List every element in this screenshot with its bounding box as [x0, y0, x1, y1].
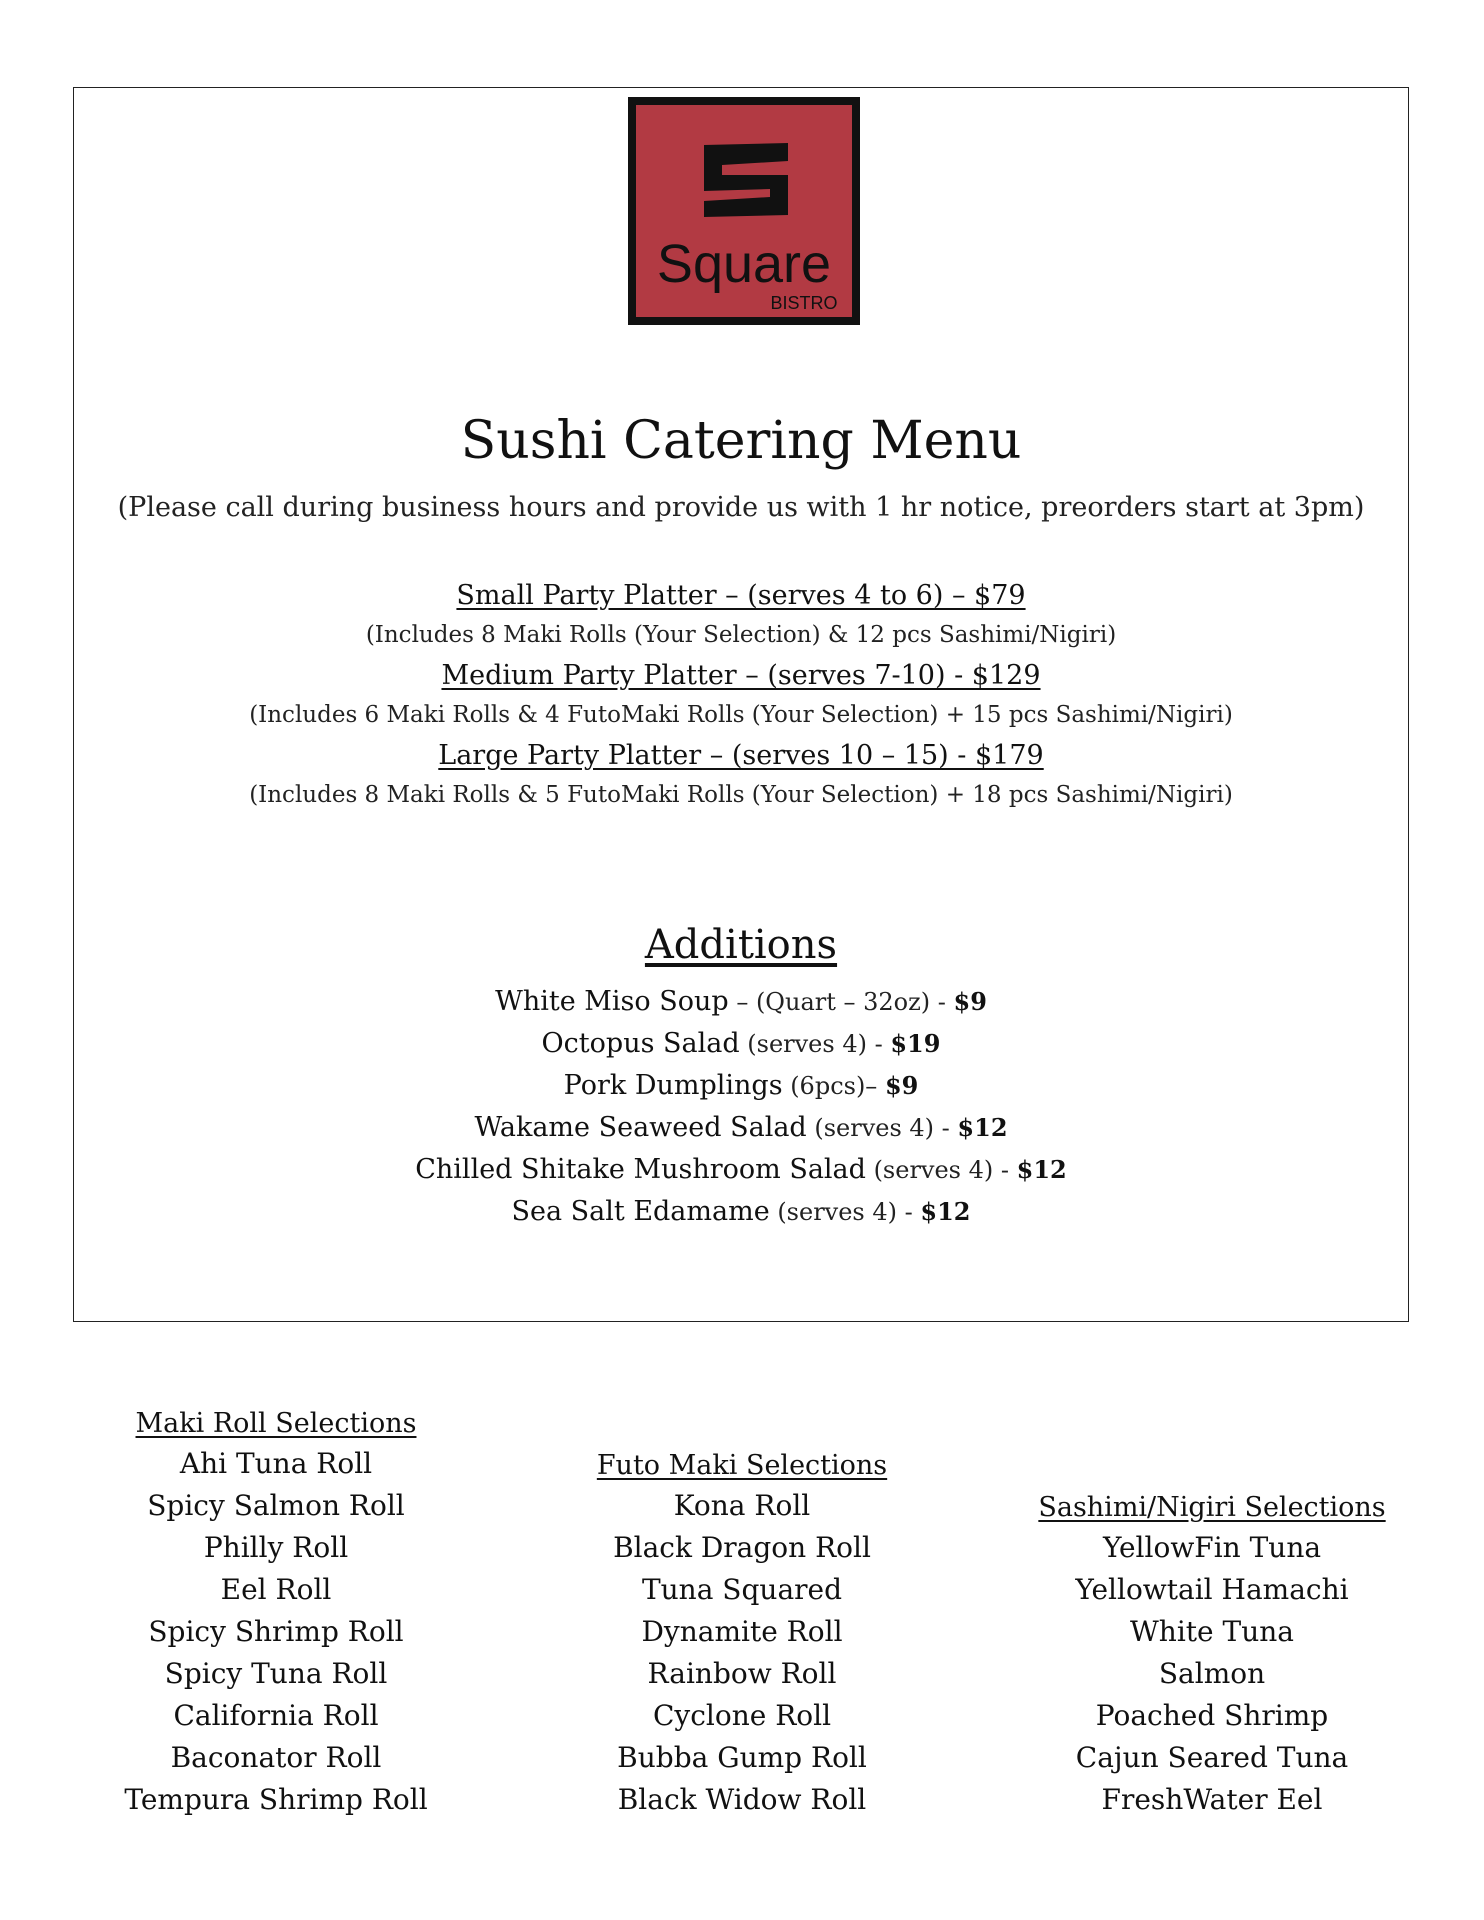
logo-graphic — [628, 97, 860, 325]
platter-medium-desc: (Includes 6 Maki Rolls & 4 FutoMaki Rolls (Your Selection) + 15 pcs Sashimi/Nigiri) — [249, 702, 1233, 728]
addition-price: $9 — [953, 987, 987, 1016]
list-item: YellowFin Tuna — [1102, 1531, 1322, 1564]
addition-detail: (serves 4) - — [769, 1198, 921, 1226]
list-item: Yellowtail Hamachi — [1075, 1573, 1349, 1606]
list-item: Rainbow Roll — [647, 1657, 837, 1690]
addition-name: Wakame Seaweed Salad — [474, 1112, 807, 1143]
addition-name: Chilled Shitake Mushroom Salad — [415, 1154, 866, 1185]
list-item: Spicy Salmon Roll — [147, 1489, 405, 1522]
list-item: Cyclone Roll — [652, 1699, 832, 1732]
list-item: FreshWater Eel — [1101, 1783, 1323, 1816]
list-item: Spicy Shrimp Roll — [148, 1615, 404, 1648]
list-item: Tempura Shrimp Roll — [124, 1783, 428, 1816]
list-item: California Roll — [173, 1699, 379, 1732]
list-item: Eel Roll — [220, 1573, 332, 1606]
addition-price: $12 — [957, 1113, 1008, 1142]
additions-title: Additions — [644, 922, 838, 968]
maki-selections — [96, 1408, 456, 1821]
list-item: Tuna Squared — [641, 1573, 843, 1606]
addition-item — [73, 1070, 1409, 1101]
square-bistro-logo — [628, 97, 860, 325]
list-item: Baconator Roll — [170, 1741, 382, 1774]
page-title: Sushi Catering Menu — [460, 411, 1022, 471]
addition-name: Octopus Salad — [541, 1028, 740, 1059]
futo-title: Futo Maki Selections — [596, 1450, 888, 1481]
list-item: Black Widow Roll — [617, 1783, 867, 1816]
platter-small-name: Small Party Platter – (serves 4 to 6) – $79 — [456, 580, 1026, 611]
addition-detail: (6pcs)– — [782, 1072, 885, 1100]
addition-item — [73, 1112, 1409, 1143]
logo-text: Square — [656, 234, 832, 294]
list-item: Spicy Tuna Roll — [164, 1657, 388, 1690]
addition-detail: (serves 4) - — [739, 1030, 891, 1058]
addition-price: $12 — [1016, 1155, 1067, 1184]
platter-large-name: Large Party Platter – (serves 10 – 15) - $179 — [438, 740, 1044, 771]
addition-detail: (serves 4) - — [806, 1114, 958, 1142]
maki-title: Maki Roll Selections — [135, 1408, 417, 1439]
addition-item — [73, 1154, 1409, 1185]
addition-item — [73, 1028, 1409, 1059]
list-item: Ahi Tuna Roll — [179, 1447, 373, 1480]
addition-detail: – (Quart – 32oz) - — [728, 988, 954, 1016]
sashimi-nigiri-selections — [1012, 1492, 1412, 1821]
list-item: Black Dragon Roll — [613, 1531, 871, 1564]
list-item: Kona Roll — [673, 1489, 811, 1522]
addition-price: $9 — [884, 1071, 919, 1100]
list-item: Poached Shrimp — [1095, 1699, 1329, 1732]
platter-large-desc: (Includes 8 Maki Rolls & 5 FutoMaki Rolls (Your Selection) + 18 pcs Sashimi/Nigiri) — [249, 782, 1233, 808]
list-item: Dynamite Roll — [641, 1615, 843, 1648]
list-item: Cajun Seared Tuna — [1075, 1741, 1349, 1774]
addition-item — [73, 986, 1409, 1017]
addition-name: Sea Salt Edamame — [511, 1196, 770, 1227]
platter-medium-name: Medium Party Platter – (serves 7-10) - $129 — [441, 660, 1041, 691]
platter-small-desc: (Includes 8 Maki Rolls (Your Selection) & 12 pcs Sashimi/Nigiri) — [365, 622, 1117, 648]
logo-subtext: BISTRO — [770, 293, 838, 313]
addition-price: $19 — [890, 1029, 941, 1058]
sashimi-title: Sashimi/Nigiri Selections — [1038, 1492, 1386, 1523]
addition-detail: (serves 4) - — [865, 1156, 1017, 1184]
futo-maki-selections — [562, 1450, 922, 1821]
addition-price: $12 — [920, 1197, 971, 1226]
addition-name: White Miso Soup — [495, 986, 729, 1017]
list-item: Salmon — [1158, 1657, 1266, 1690]
addition-item — [73, 1196, 1409, 1227]
order-note: (Please call during business hours and provide us with 1 hr notice, preorders start at 3pm) — [117, 492, 1365, 523]
list-item: Philly Roll — [203, 1531, 349, 1564]
list-item: White Tuna — [1130, 1615, 1294, 1648]
list-item: Bubba Gump Roll — [617, 1741, 867, 1774]
addition-name: Pork Dumplings — [563, 1070, 783, 1101]
